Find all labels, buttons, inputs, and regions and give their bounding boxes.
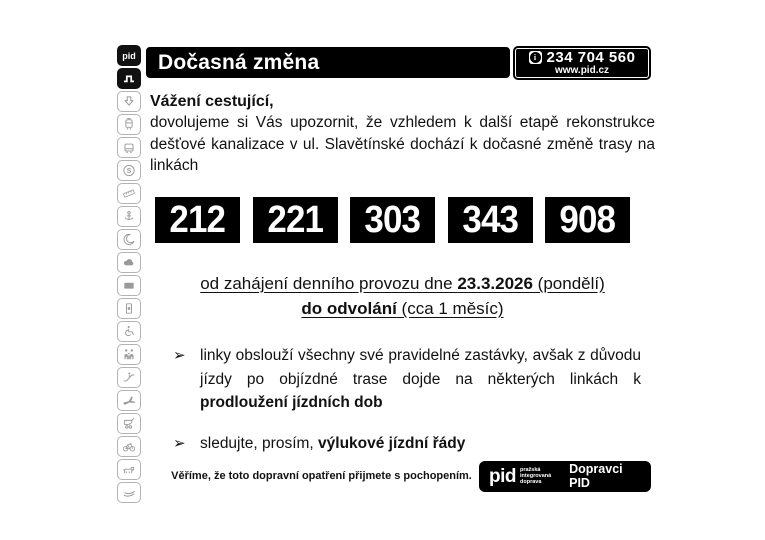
line-number-row — [155, 197, 630, 243]
page-title: Dočasná změna — [158, 50, 320, 74]
info-icon: i — [529, 51, 542, 64]
bullet-text: linky obslouží všechny své pravidelné zastávky, avšak z důvodu jízdy po objízdné trase dojde na některých linkách k prodloužení jízdních dob — [200, 347, 641, 411]
notice-paragraph: dovolujeme si Vás upozornit, že vzhledem k další etapě rekonstrukce dešťové kanalizace v ul. Slavětínské dochází k dočasné změně trasy na linkách — [150, 114, 655, 174]
family-icon — [117, 344, 141, 365]
dog-icon — [117, 459, 141, 480]
arrowhead-bullet-icon: ➢ — [173, 347, 186, 364]
s-train-icon — [117, 160, 141, 181]
ski-icon — [117, 482, 141, 503]
line-number-badge: 221 — [253, 197, 338, 243]
tram-icon — [117, 114, 141, 135]
line-number-badge: 303 — [350, 197, 435, 243]
list-item — [173, 432, 641, 456]
line-number-badge: 908 — [545, 197, 630, 243]
moon-icon — [117, 229, 141, 250]
notice-title-bar — [146, 47, 510, 78]
contact-info-box — [513, 46, 651, 80]
pid-logo-subtext: pražská integrovaná doprava — [520, 467, 552, 485]
arrowhead-bullet-icon: ➢ — [173, 434, 186, 452]
line-number-badge: 212 — [155, 197, 240, 243]
website-url: www.pid.cz — [554, 65, 610, 76]
arrow-down-icon — [117, 91, 141, 112]
pid-logo: pid — [489, 465, 516, 487]
validity-line-2: do odvolání (cca 1 měsíc) — [301, 299, 504, 318]
validity-dates — [150, 271, 655, 321]
cloud-icon — [117, 252, 141, 273]
airplane-icon — [117, 390, 141, 411]
display-board-icon — [117, 275, 141, 296]
notice-footer — [150, 460, 651, 492]
line-number-badge: 343 — [448, 197, 533, 243]
list-item — [173, 344, 641, 415]
escalator-icon — [117, 367, 141, 388]
stairs-icon — [117, 68, 141, 89]
notice-bullet-list — [173, 344, 641, 472]
pid-brand-box — [479, 461, 651, 492]
salutation: Vážení cestující, — [150, 93, 274, 110]
bicycle-icon — [117, 436, 141, 457]
wheelchair-icon — [117, 321, 141, 342]
phone-number: 234 704 560 — [546, 49, 636, 66]
svg-text:S: S — [126, 168, 132, 175]
closing-statement: Věříme, že toto dopravní opatření přijmete s pochopením. — [171, 470, 472, 482]
bus-icon — [117, 137, 141, 158]
operator-label: Dopravci PID — [569, 462, 623, 490]
notice-body — [150, 91, 655, 177]
anchor-icon — [117, 206, 141, 227]
validity-line-1: od zahájení denního provozu dne 23.3.2026 (pondělí) — [200, 274, 605, 293]
ruler-icon — [117, 183, 141, 204]
transport-pictogram-strip — [117, 45, 141, 503]
pid-logo-icon: pid — [117, 45, 141, 66]
bullet-text: sledujte, prosím, výlukové jízdní řády — [200, 434, 466, 452]
ticket-validator-icon — [117, 298, 141, 319]
stroller-icon — [117, 413, 141, 434]
